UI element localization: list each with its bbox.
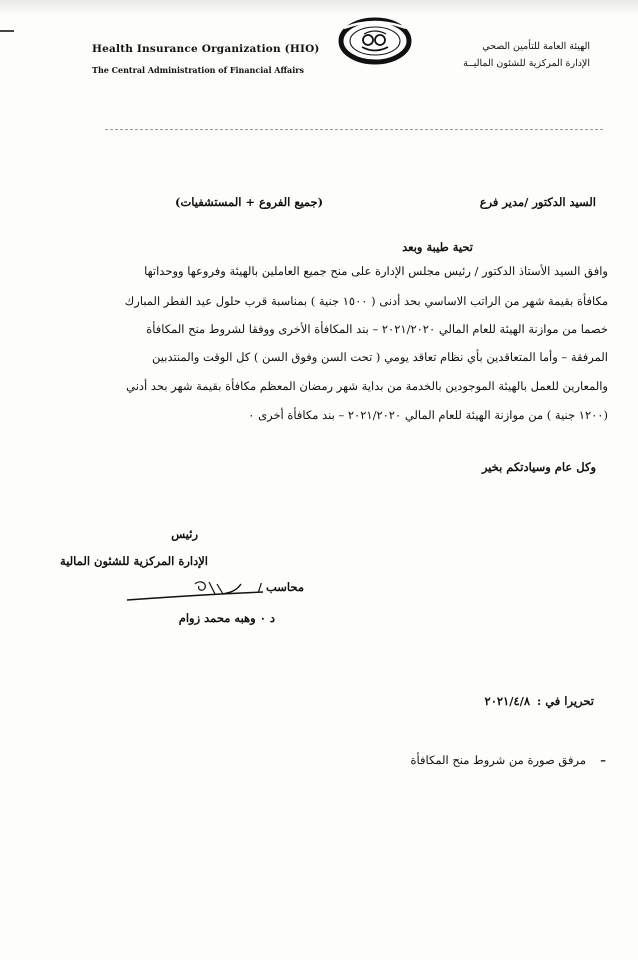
signature-title: رئيس [171, 527, 198, 541]
body-line: مكافأة بقيمة شهر من الراتب الاساسي بحد أدنى ( ١٥٠٠ جنية ) بمناسبة قرب حلول عيد الفطر المبارك [124, 294, 608, 308]
attachment-bullet: – [600, 753, 606, 767]
scan-corner-mark [0, 30, 14, 32]
body-line: والمعارين للعمل بالهيئة الموجودين بالخدمة من بداية شهر رمضان المعظم مكافأة بقيمة شهر بحد أدني [126, 379, 608, 393]
hio-logo-icon [336, 14, 414, 66]
closing-line: وكل عام وسيادتكم بخير [481, 460, 596, 474]
org-name-en: Health Insurance Organization (HIO) [92, 43, 320, 55]
recipients: (جميع الفروع + المستشفيات) [175, 195, 324, 209]
body-line: وافق السيد الأستاذ الدكتور / رئيس مجلس الإدارة على منح جميع العاملين بالهيئة وفروعها ووحداتها [144, 264, 608, 278]
handwritten-signature [125, 578, 265, 606]
signature-role: محاسب / [257, 580, 304, 594]
scan-edge-shadow [0, 0, 638, 14]
dept-name-ar: الإدارة المركزية للشئون الماليــة [463, 58, 590, 69]
date-value: ٢٠٢١/٤/٨ [484, 694, 530, 708]
body-line: خصما من موازنة الهيئة للعام المالي ٢٠٢١/٢٠٢٠ – بند المكافأة الأخرى ووفقا لشروط منح المكافأة [146, 322, 608, 336]
attachment-note: مرفق صورة من شروط منح المكافأة [410, 753, 586, 767]
body-line: (١٢٠٠ جنية ) من موازنة الهيئة للعام المالي ٢٠٢١/٢٠٢٠ – بند مكافأة أخرى ٠ [248, 408, 608, 422]
header-divider [105, 129, 603, 130]
salutation: السيد الدكتور /مدير فرع [479, 195, 596, 209]
date-label: تحريرا في : [536, 694, 594, 708]
greeting: تحية طيبة وبعد [402, 240, 473, 254]
body-line: المرفقة – وأما المتعاقدين بأي نظام تعاقد يومي ( تحت السن وفوق السن ) كل الوقت والمنتدبين [152, 350, 608, 364]
signatory-name: د ٠ وهبه محمد زوام [178, 611, 275, 625]
org-name-ar: الهيئة العامة للتأمين الصحي [482, 41, 590, 52]
signature-dept: الإدارة المركزية للشئون المالية [60, 554, 208, 568]
dept-name-en: The Central Administration of Financial Affairs [92, 65, 304, 75]
